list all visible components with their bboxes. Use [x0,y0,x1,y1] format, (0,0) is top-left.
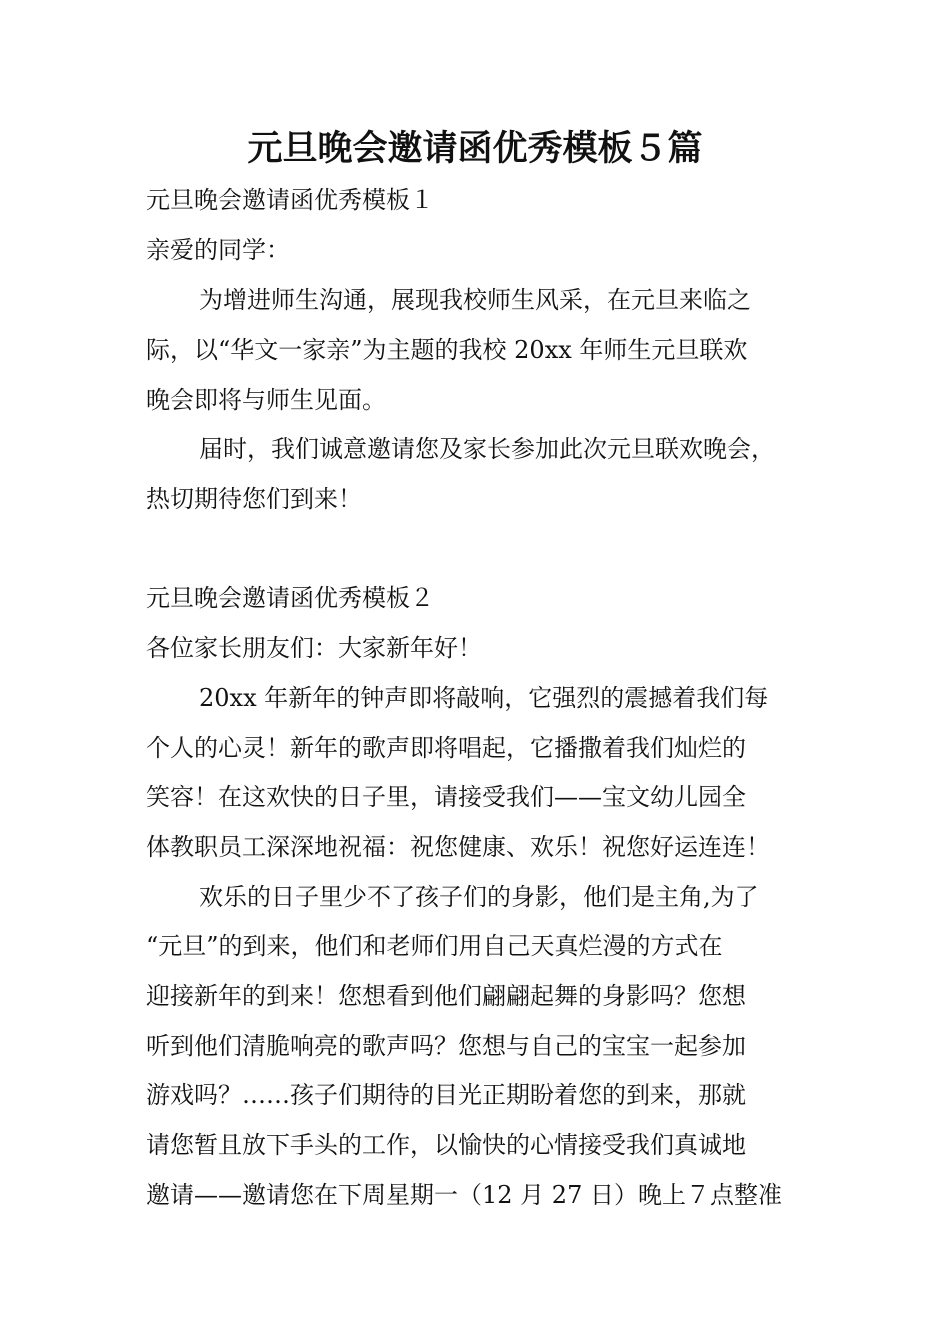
section-2-heading: 元旦晚会邀请函优秀模板２ [146,584,434,612]
section-2-paragraph-1-line-4: 体教职员工深深地祝福：祝您健康、欢乐！祝您好运连连！ [146,833,770,861]
section-1-greeting: 亲爱的同学： [146,236,290,264]
section-1-paragraph-1-line-2: 际，以“华文一家亲”为主题的我校 20xx 年师生元旦联欢 [146,336,748,364]
section-2-paragraph-2-line-6: 请您暂且放下手头的工作，以愉快的心情接受我们真诚地 [146,1131,746,1159]
section-1-paragraph-2-line-1: 届时，我们诚意邀请您及家长参加此次元旦联欢晚会， [199,435,775,463]
section-2-paragraph-2-line-4: 听到他们清脆响亮的歌声吗？您想与自己的宝宝一起参加 [146,1032,746,1060]
section-1-heading: 元旦晚会邀请函优秀模板１ [146,186,434,214]
section-2-paragraph-1-line-2: 个人的心灵！新年的歌声即将唱起，它播撒着我们灿烂的 [146,734,746,762]
document-title: 元旦晚会邀请函优秀模板５篇 [247,129,703,169]
section-2-paragraph-1-line-3: 笑容！在这欢快的日子里，请接受我们——宝文幼儿园全 [146,783,746,811]
section-2-paragraph-1-line-1: 20xx 年新年的钟声即将敲响，它强烈的震撼着我们每 [199,684,769,712]
section-1-paragraph-1-line-3: 晚会即将与师生见面。 [146,386,386,414]
section-2-paragraph-2-line-3: 迎接新年的到来！您想看到他们翩翩起舞的身影吗？您想 [146,982,746,1010]
section-2-paragraph-2-line-2: “元旦”的到来，他们和老师们用自己天真烂漫的方式在 [146,932,723,960]
section-2-paragraph-2-line-5: 游戏吗？……孩子们期待的目光正期盼着您的到来，那就 [146,1081,746,1109]
section-2-paragraph-2-line-7: 邀请——邀请您在下周星期一（12 月 27 日）晚上７点整准 [146,1181,782,1209]
section-2-paragraph-2-line-1: 欢乐的日子里少不了孩子们的身影，他们是主角,为了 [199,883,759,911]
section-1-paragraph-2-line-2: 热切期待您们到来！ [146,485,362,513]
section-2-greeting: 各位家长朋友们：大家新年好！ [146,634,482,662]
section-1-paragraph-1-line-1: 为增进师生沟通，展现我校师生风采，在元旦来临之 [199,286,751,314]
